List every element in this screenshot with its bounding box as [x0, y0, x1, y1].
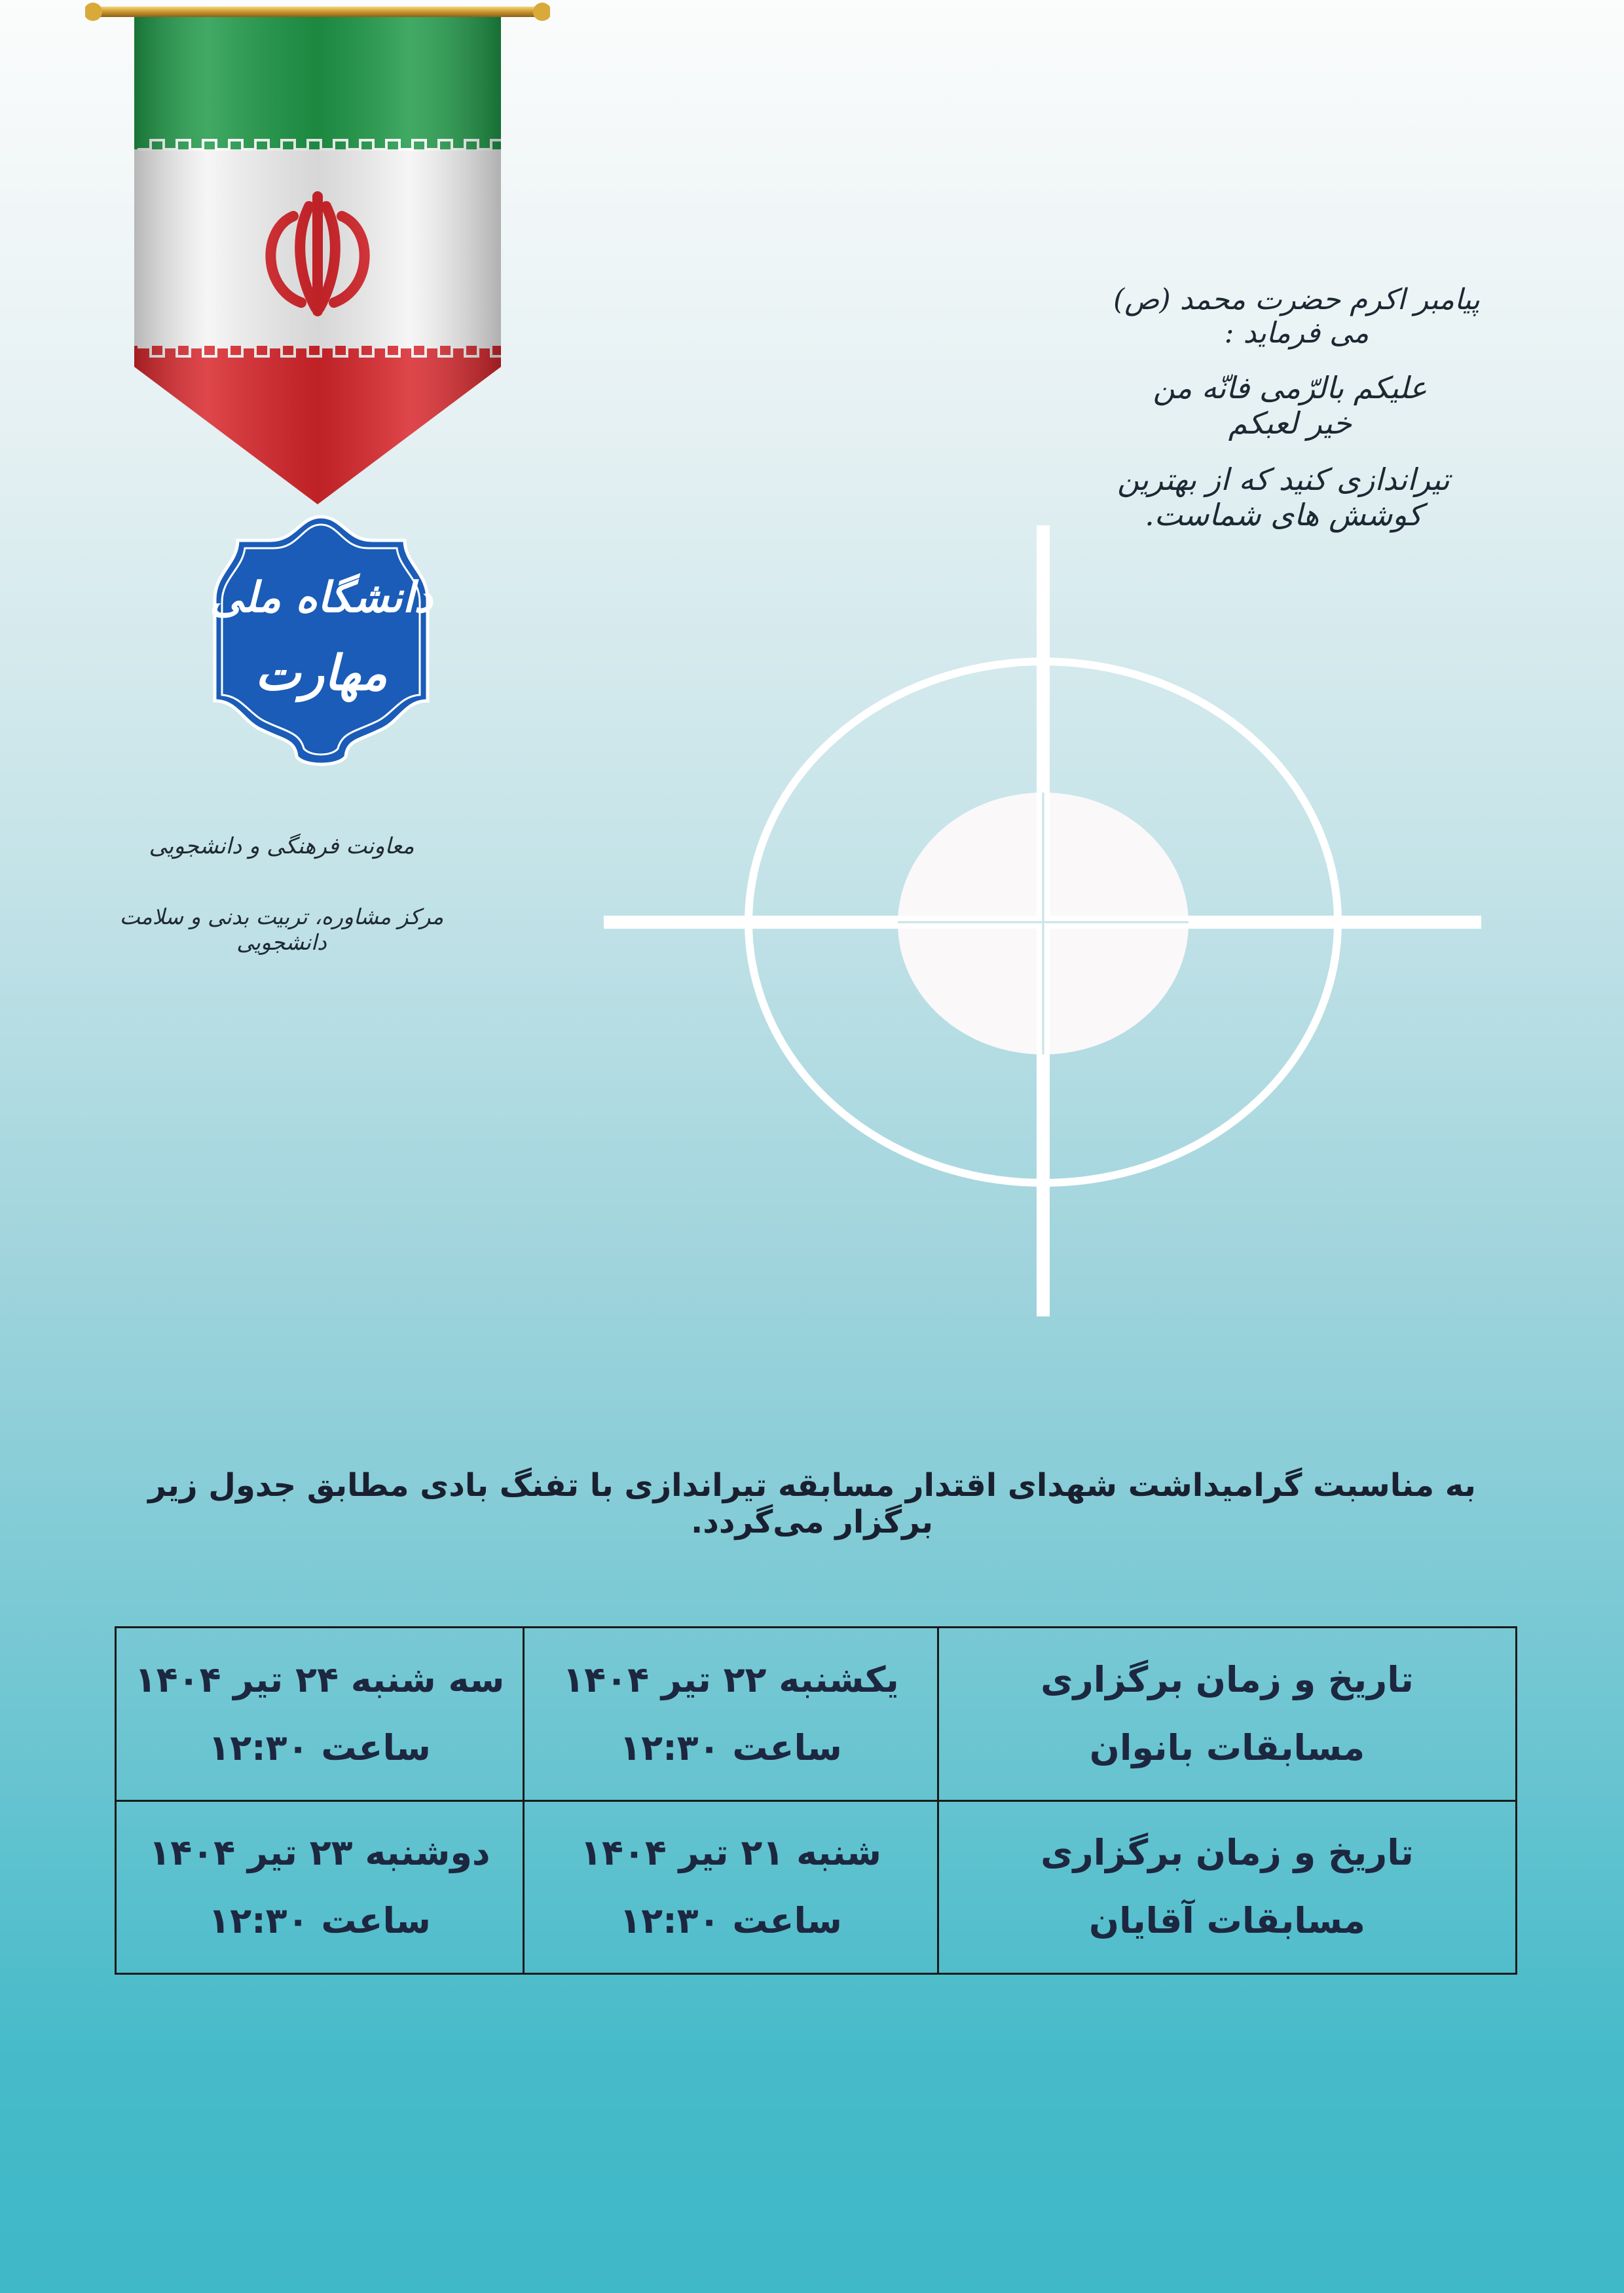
row-label-group: مسابقات بانوان [1089, 1726, 1365, 1768]
center-caption: مرکز مشاوره، تربیت بدنی و سلامت دانشجویی [119, 904, 444, 955]
flag-pennant-graphic [85, 0, 550, 511]
hadith-arabic: علیکم بالرّمی فانّه من خیر لعبکم [1153, 370, 1428, 441]
cell-date: سه شنبه ۲۴ تیر ۱۴۰۴ [134, 1658, 505, 1700]
hadith-translation: تیراندازی کنید که از بهترین کوشش های شماست. [1117, 462, 1450, 532]
schedule-cell [524, 1628, 938, 1801]
iran-flag-pennant [85, 0, 550, 511]
cell-time: ساعت ۱۲:۳۰ [208, 1900, 431, 1942]
table-row-men [116, 1800, 1517, 1974]
cell-date: یکشنبه ۲۲ تیر ۱۴۰۴ [563, 1658, 899, 1700]
schedule-cell [116, 1800, 524, 1974]
logo-text-bottom: مهارت [255, 645, 388, 701]
cell-date: شنبه ۲۱ تیر ۱۴۰۴ [580, 1832, 882, 1874]
department-caption: معاونت فرهنگی و دانشجویی [149, 833, 415, 859]
schedule-cell [116, 1628, 524, 1801]
crosshair-graphic [589, 511, 1559, 1343]
crosshair-target-icon [589, 511, 1559, 1343]
schedule-table [115, 1626, 1517, 1975]
row-label-men [938, 1800, 1517, 1974]
hadith-attribution: پیامبر اکرم حضرت محمد (ص) می فرماید : [1113, 283, 1480, 350]
schedule-cell [524, 1800, 938, 1974]
row-label-group: مسابقات آقایان [1089, 1900, 1365, 1942]
cell-time: ساعت ۱۲:۳۰ [208, 1726, 431, 1768]
logo-text-top: دانشگاه ملی [210, 573, 433, 622]
row-label-women [938, 1628, 1517, 1801]
table-row-women [116, 1628, 1517, 1801]
announcement-text: به مناسبت گرامیداشت شهدای اقتدار مسابقه تیراندازی با تفنگ بادی مطابق جدول زیر برگزار می‌گردد. [148, 1467, 1476, 1540]
cell-time: ساعت ۱۲:۳۰ [619, 1726, 842, 1768]
row-label-line: تاریخ و زمان برگزاری [1041, 1658, 1414, 1700]
logo-badge-shape [208, 514, 434, 770]
cell-date: دوشنبه ۲۳ تیر ۱۴۰۴ [149, 1832, 490, 1874]
university-logo [208, 514, 434, 770]
row-label-line: تاریخ و زمان برگزاری [1041, 1832, 1414, 1874]
cell-time: ساعت ۱۲:۳۰ [619, 1900, 842, 1942]
